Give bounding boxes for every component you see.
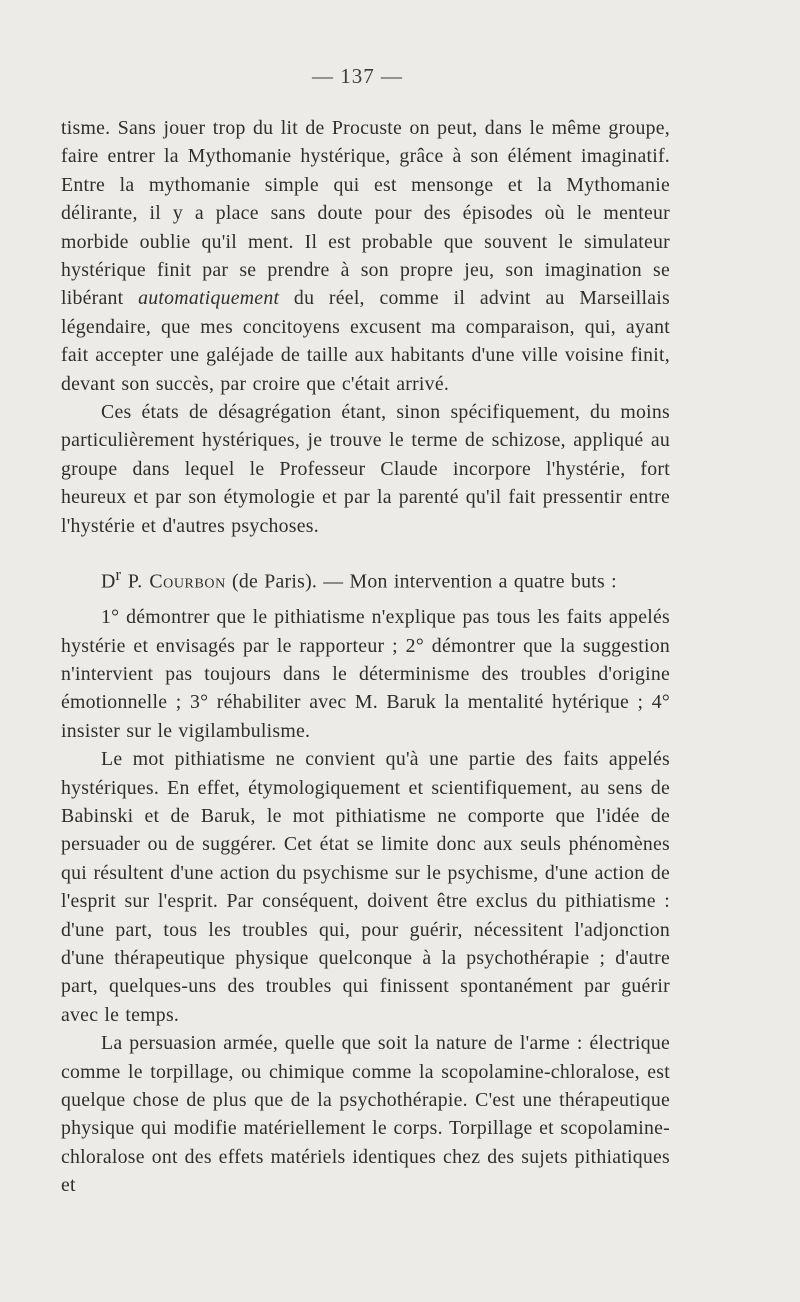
page-number: — 137 — xyxy=(312,64,403,88)
speaker-heading xyxy=(61,561,670,596)
speaker-name: P. Courbon xyxy=(121,570,226,593)
speaker-intro: (de Paris). — Mon intervention a quatre buts : xyxy=(225,570,617,593)
paragraph-continuation xyxy=(61,114,670,398)
paragraph-1-italic: automatiquement xyxy=(138,287,280,310)
paragraph-1-text: tisme. Sans jouer trop du lit de Procuste on peut, dans le même groupe, faire entrer la Mythomanie hystérique, grâce à son élément imaginatif. Entre la mythomanie simple qui est mensonge et la Mythomanie délirante, il y a place sans doute pour des épisodes où le menteur morbide oublie qu'il ment. Il est probable que souvent le simulateur hystérique finit par se prendre à son propre jeu, son imagination se libérant xyxy=(61,117,670,310)
speaker-title-sup: r xyxy=(115,565,122,585)
paragraph-2: Ces états de désagrégation étant, sinon spécifiquement, du moins particulièrement hystériques, je trouve le terme de schizose, appliqué au groupe dans lequel le Professeur Claude incorpore l'hystérie, fort heureux et par son étymologie et par la parenté qu'il fait pressentir entre l'hystérie et d'autres psychoses. xyxy=(61,401,670,537)
speaker-title: D xyxy=(101,570,116,593)
paragraph-4: 1° démontrer que le pithiatisme n'explique pas tous les faits appelés hystérie et envisagés par le rapporteur ; 2° démontrer que la suggestion n'intervient pas toujours dans le déterminisme des troubles d'origine émotionnelle ; 3° réhabiliter avec M. Baruk la mentalité hytérique ; 4° insister sur le vigilambulisme. xyxy=(61,606,670,742)
paragraph-1-end: du réel, comme il advint au Marseillais légendaire, que mes concitoyens excusent ma comparaison, qui, ayant fait accepter une galéjade de taille aux habitants d'une ville voisine finit, devant son succès, par croire que c'était arrivé. xyxy=(61,287,670,395)
paragraph-6: La persuasion armée, quelle que soit la nature de l'arme : électrique comme le torpillage, ou chimique comme la scopolamine-chloralose, est quelque chose de plus que de la psychothérapie. C'est une thérapeutique physique qui modifie matériellement le corps. Torpillage et scopolamine-chloralose ont des effets matériels identiques chez des sujets pithiatiques et xyxy=(61,1032,670,1197)
body-text xyxy=(61,114,670,1200)
paragraph-5: Le mot pithiatisme ne convient qu'à une partie des faits appelés hystériques. En effet, étymologiquement et scientifiquement, au sens de Babinski et de Baruk, le mot pithiatisme ne comporte que l'idée de persuader ou de suggérer. Cet état se limite donc aux seuls phénomènes qui résultent d'une action du psychisme sur le psychisme, d'une action de l'esprit sur l'esprit. Par conséquent, doivent être exclus du pithiatisme : d'une part, tous les troubles qui, pour guérir, nécessitent l'adjonction d'une thérapeutique physique quelconque à la psychothérapie ; d'autre part, quelques-uns des troubles qui finissent spontanément par guérir avec le temps. xyxy=(61,748,670,1026)
